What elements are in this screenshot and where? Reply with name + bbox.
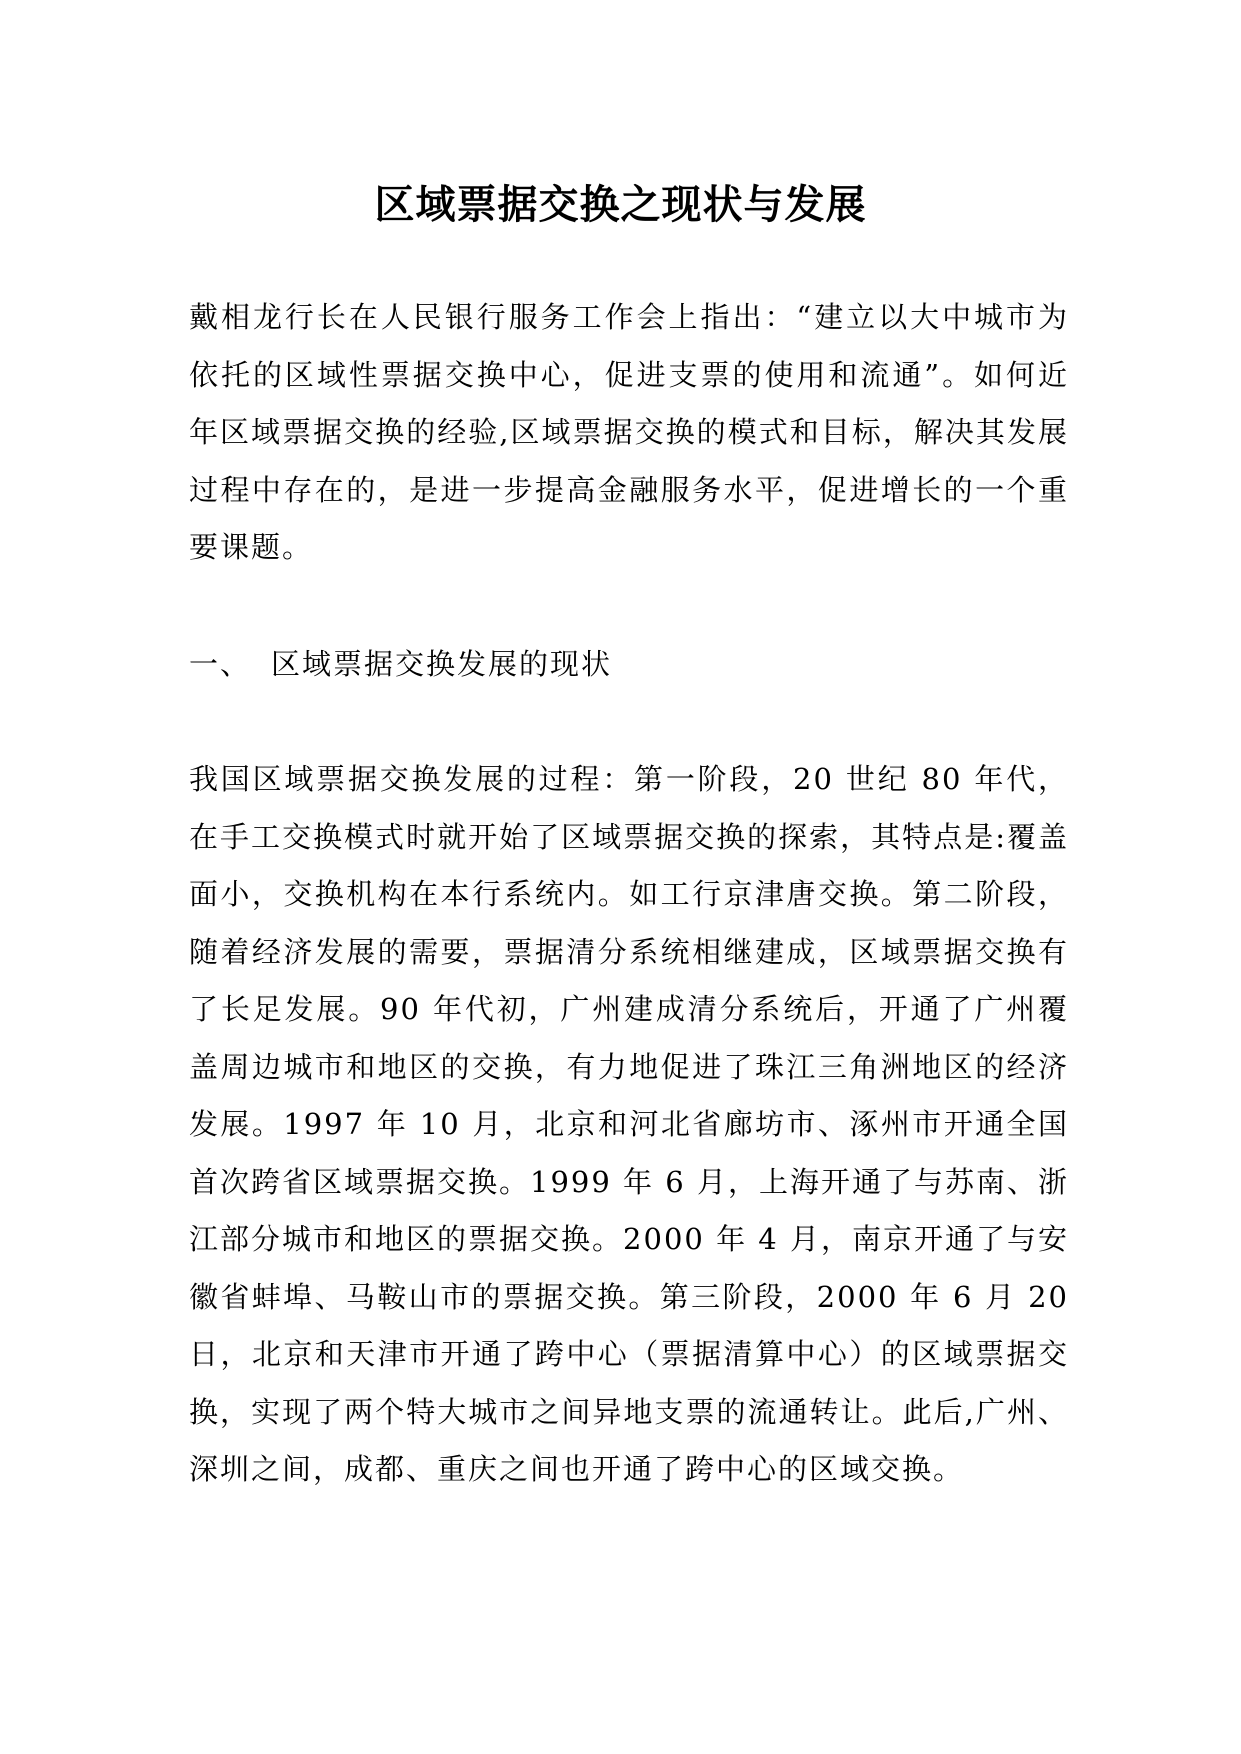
document-title: 区域票据交换之现状与发展 [374,181,867,228]
intro-paragraph: 戴相龙行长在人民银行服务工作会上指出：“建立以大中城市为依托的区域性票据交换中心，促进支票的使用和流通”。如何近年区域票据交换的经验,区域票据交换的模式和目标，解决其发展过程中存在的，是进一步提高金融服务水平，促进增长的一个重要课题。 [189,300,1069,564]
section-heading-text: 区域票据交换发展的现状 [271,647,613,681]
section-heading [189,636,612,694]
section-number: 一、 [189,647,252,681]
section-paragraph: 我国区域票据交换发展的过程：第一阶段，20 世纪 80 年代，在手工交换模式时就开始了区域票据交换的探索，其特点是:覆盖面小，交换机构在本行系统内。如工行京津唐交换。第二阶段，随着经济发展的需要，票据清分系统相继建成，区域票据交换有了长足发展。90 年代初，广州建成清分系统后，开通了广州覆盖周边城市和地区的交换，有力地促进了珠江三角洲地区的经济发展。1997 年 10 月，北京和河北省廊坊市、涿州市开通全国首次跨省区域票据交换。1999 年 6 月，上海开通了与苏南、浙江部分城市和地区的票据交换。2000 年 4 月，南京开通了与安徽省蚌埠、马鞍山市的票据交换。第三阶段，2000 年 6 月 20 日，北京和天津市开通了跨中心（票据清算中心）的区域票据交换，实现了两个特大城市之间异地支票的流通转让。此后,广州、深圳之间，成都、重庆之间也开通了跨中心的区域交换。 [189,762,1069,1486]
